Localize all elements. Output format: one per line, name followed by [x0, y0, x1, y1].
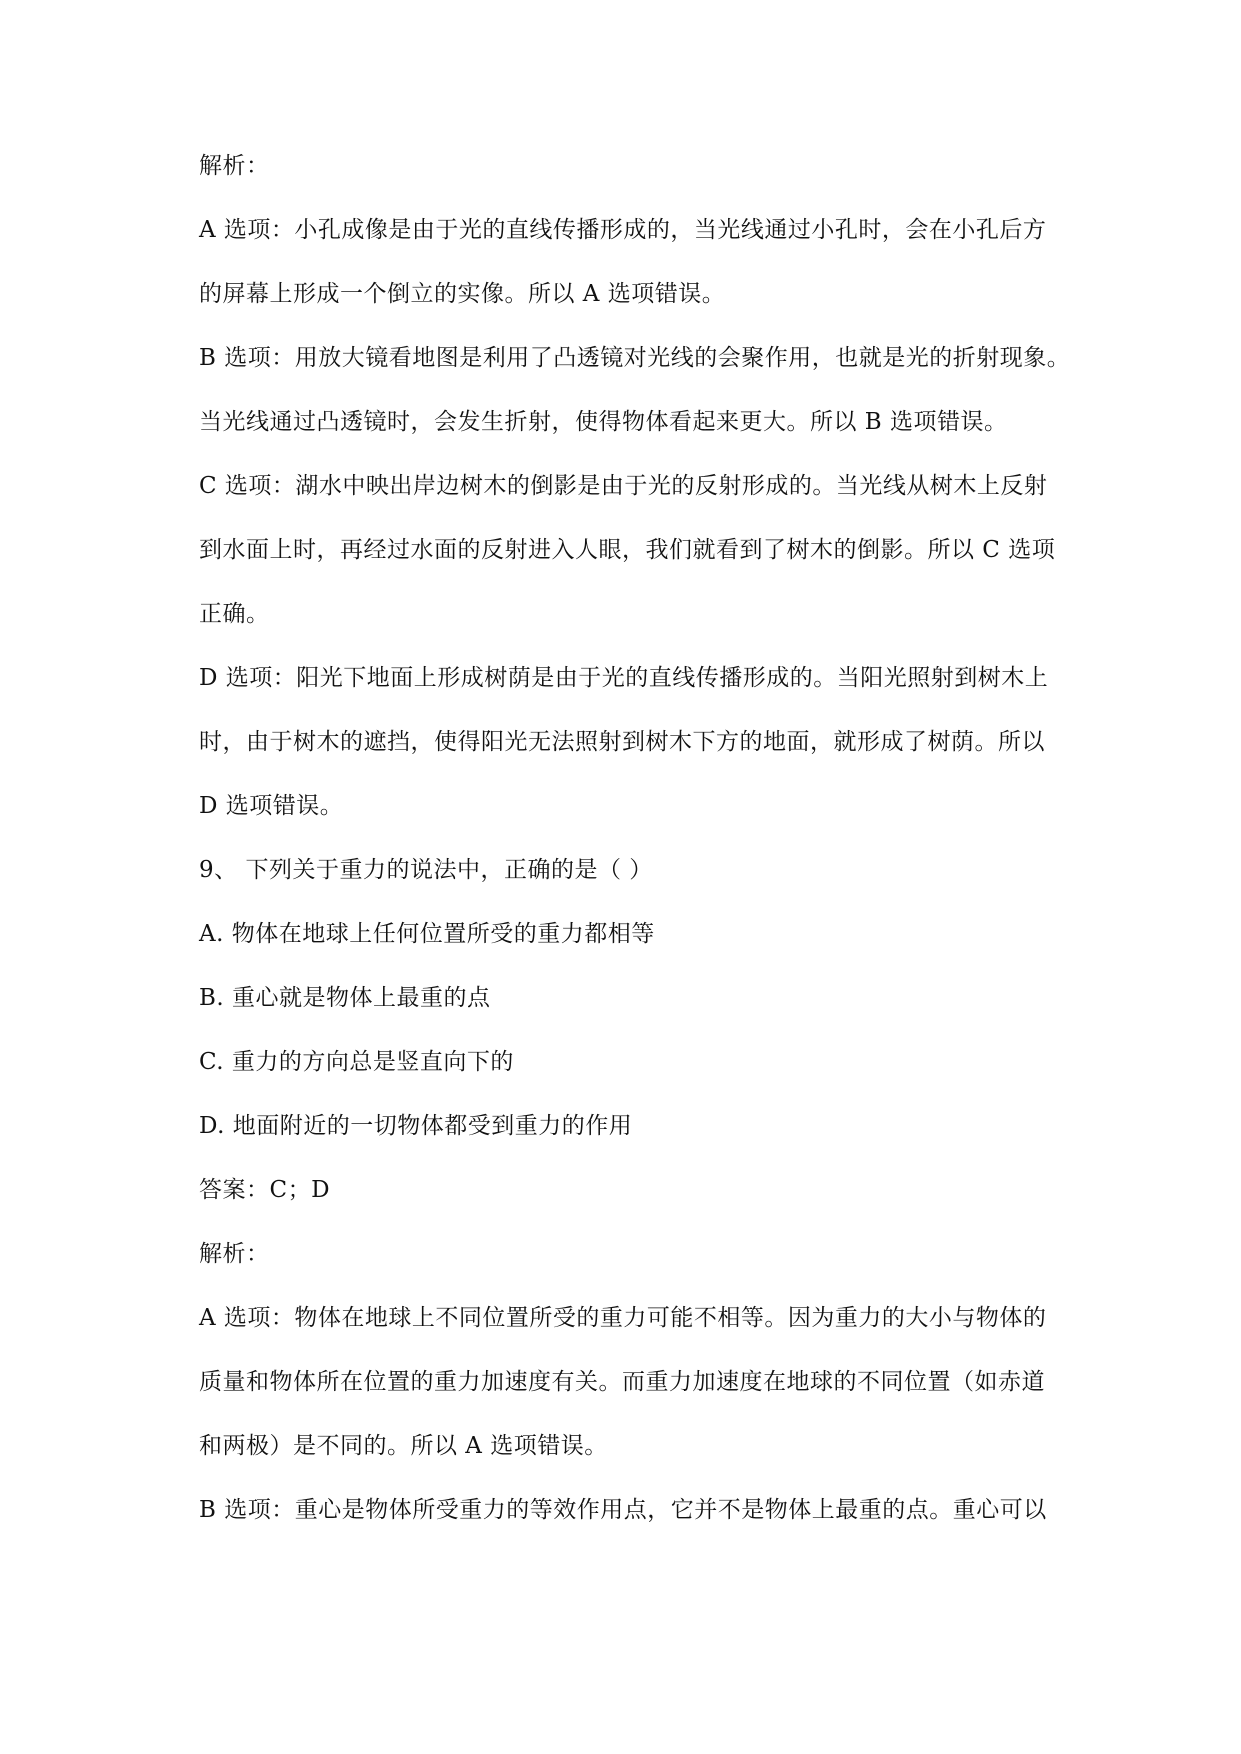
question-9-option-b: B. 重心就是物体上最重的点: [199, 985, 491, 1011]
question-9-stem: 9、 下列关于重力的说法中，正确的是（ ）: [199, 857, 653, 883]
q9-analysis-a-line-3: 和两极）是不同的。所以 A 选项错误。: [199, 1433, 608, 1459]
question-9-option-a: A. 物体在地球上任何位置所受的重力都相等: [199, 921, 655, 947]
q8-analysis-c-line-1: C 选项：湖水中映出岸边树木的倒影是由于光的反射形成的。当光线从树木上反射: [199, 473, 1048, 499]
question-9-option-d: D. 地面附近的一切物体都受到重力的作用: [199, 1113, 633, 1139]
analysis-heading-2: 解析：: [199, 1241, 270, 1267]
q8-analysis-a-line-2: 的屏幕上形成一个倒立的实像。所以 A 选项错误。: [199, 281, 726, 307]
q8-analysis-d-line-1: D 选项：阳光下地面上形成树荫是由于光的直线传播形成的。当阳光照射到树木上: [199, 665, 1049, 691]
q9-analysis-a-line-2: 质量和物体所在位置的重力加速度有关。而重力加速度在地球的不同位置（如赤道: [199, 1369, 1045, 1395]
q8-analysis-c-line-3: 正确。: [199, 601, 270, 627]
question-9-answer: 答案：C；D: [199, 1177, 331, 1203]
q8-analysis-d-line-2: 时，由于树木的遮挡，使得阳光无法照射到树木下方的地面，就形成了树荫。所以: [199, 729, 1045, 755]
q8-analysis-c-line-2: 到水面上时，再经过水面的反射进入人眼，我们就看到了树木的倒影。所以 C 选项: [199, 537, 1056, 563]
analysis-heading-1: 解析：: [199, 153, 270, 179]
q8-analysis-b-line-1: B 选项：用放大镜看地图是利用了凸透镜对光线的会聚作用，也就是光的折射现象。: [199, 345, 1071, 371]
q8-analysis-d-line-3: D 选项错误。: [199, 793, 344, 819]
q8-analysis-a-line-1: A 选项：小孔成像是由于光的直线传播形成的，当光线通过小孔时，会在小孔后方: [199, 217, 1047, 243]
q9-analysis-b-line-1: B 选项：重心是物体所受重力的等效作用点，它并不是物体上最重的点。重心可以: [199, 1497, 1047, 1523]
q9-analysis-a-line-1: A 选项：物体在地球上不同位置所受的重力可能不相等。因为重力的大小与物体的: [199, 1305, 1047, 1331]
q8-analysis-b-line-2: 当光线通过凸透镜时，会发生折射，使得物体看起来更大。所以 B 选项错误。: [199, 409, 1008, 435]
question-9-option-c: C. 重力的方向总是竖直向下的: [199, 1049, 514, 1075]
